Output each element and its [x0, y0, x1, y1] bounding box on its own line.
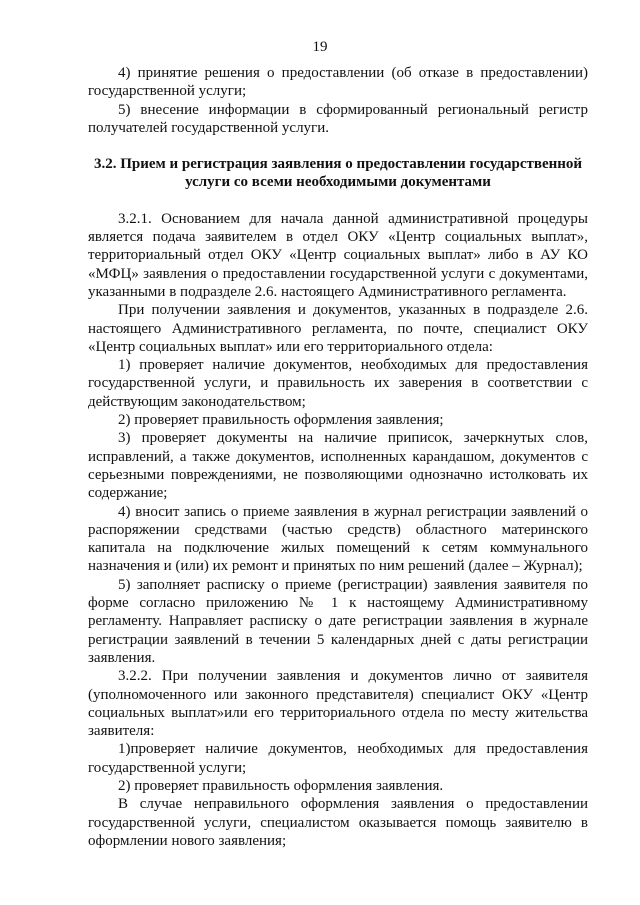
list-item: 3) проверяет документы на наличие приписок, зачеркнутых слов, исправлений, а также документов, исполненных карандашом, документов с серьезными повреждениями, не позволяющими однозначно истолковать их содержание;: [88, 430, 588, 502]
list-item: 5) заполняет расписку о приеме (регистрации) заявления заявителя по форме согласно приложению № 1 к настоящему Административному регламенту. Направляет расписку о дате регистрации заявления в журнале регистрации заявлений в течении 5 календарных дней с даты регистрации заявления.: [88, 576, 588, 666]
paragraph: 3.2.2. При получении заявления и документов лично от заявителя (уполномоченного или законного представителя) специалист ОКУ «Центр социальных выплат»или его территориального отдела по месту жительства заявителя:: [88, 668, 588, 740]
list-item: 1)проверяет наличие документов, необходимых для предоставления государственной услуги;: [88, 741, 588, 776]
page-text: [88, 64, 588, 850]
list-item: 4) вносит запись о приеме заявления в журнал регистрации заявлений о распоряжении средствами (частью средств) областного материнского капитала на подключение жилых помещений к сетям коммунального назначения и (или) их ремонт и принятых по ним решений (далее – Журнал);: [88, 503, 588, 575]
paragraph: При получении заявления и документов, указанных в подразделе 2.6. настоящего Административного регламента, по почте, специалист ОКУ «Центр социальных выплат» или его территориального отдела:: [88, 302, 588, 355]
list-item: 5) внесение информации в сформированный региональный регистр получателей государственной услуги.: [88, 101, 588, 136]
list-item: 4) принятие решения о предоставлении (об отказе в предоставлении) государственной услуги;: [88, 65, 588, 100]
list-item: 2) проверяет правильность оформления заявления;: [118, 412, 444, 429]
section-heading: 3.2. Прием и регистрация заявления о предоставлении государственной услуги со всеми необходимыми документами: [93, 156, 583, 191]
list-item: 2) проверяет правильность оформления заявления.: [118, 777, 444, 794]
paragraph: В случае неправильного оформления заявления о предоставлении государственной услуги, специалистом оказывается помощь заявителю в оформлении нового заявления;: [88, 796, 588, 849]
paragraph: 3.2.1. Основанием для начала данной административной процедуры является подача заявителем в отдел ОКУ «Центр социальных выплат», территориальный отдел ОКУ «Центр социальных выплат» либо в АУ КО «МФЦ» заявления о предоставлении государственной услуги с документами, указанными в подразделе 2.6. настоящего Административного регламента.: [88, 210, 588, 300]
page-number: 19: [312, 39, 328, 55]
list-item: 1) проверяет наличие документов, необходимых для предоставления государственной услуги, и правильность их заверения в соответствии с действующим законодательством;: [88, 357, 588, 410]
